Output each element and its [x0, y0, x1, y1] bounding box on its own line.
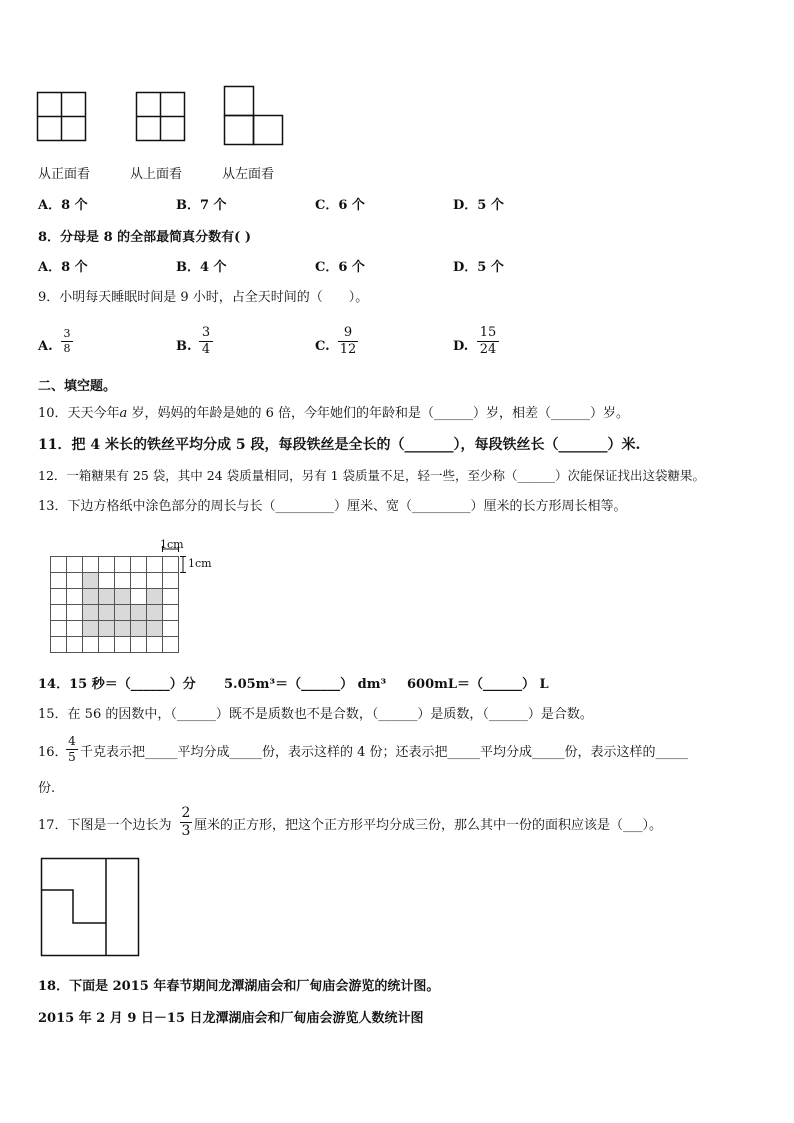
q9-option-a-letter[interactable]: A.	[38, 339, 53, 354]
chart-title: 2015 年 2 月 9 日－15 日龙潭湖庙会和厂甸庙会游览人数统计图	[38, 1011, 424, 1026]
left-view-figure	[224, 86, 284, 146]
q10-text: 10．天天今年a 岁，妈妈的年龄是她的 6 倍，今年她们的年龄和是（______）岁，相差（______）岁。	[38, 406, 629, 421]
q9-option-c-fraction: 9 12	[339, 325, 357, 357]
grid-figure	[50, 535, 220, 655]
q14-part-c: 600mL＝（______） L	[407, 677, 549, 692]
q8-option-d[interactable]: D．5 个	[453, 260, 504, 275]
q9-option-c-letter[interactable]: C.	[315, 339, 330, 354]
q11-text: 11．把 4 米长的铁丝平均分成 5 段，每段铁丝是全长的（_______），每段铁丝长（_______）米.	[38, 437, 641, 453]
q15-text: 15．在 56 的因数中，（______）既不是质数也不是合数，（______）是质数，（______）是合数。	[38, 707, 593, 722]
view-label-front: 从正面看	[38, 167, 91, 182]
q8-option-c[interactable]: C．6 个	[315, 260, 365, 275]
q18-text: 18．下面是 2015 年春节期间龙潭湖庙会和厂甸庙会游览的统计图。	[38, 979, 440, 994]
q16-fraction: 4 5	[66, 735, 78, 764]
q8-option-a[interactable]: A．8 个	[38, 260, 88, 275]
q17-fraction: 2 3	[181, 805, 191, 839]
q12-text: 12．一箱糖果有 25 袋，其中 24 袋质量相同，另有 1 袋质量不足，轻一些，至少称（______）次能保证找出这袋糖果。	[38, 468, 706, 483]
q9-option-b-letter[interactable]: B.	[176, 339, 192, 354]
q9-stem: 9．小明每天睡眠时间是 9 小时，占全天时间的（ ）。	[38, 290, 369, 305]
section-heading: 二、填空题。	[38, 379, 117, 394]
q8-option-b[interactable]: B．4 个	[176, 260, 227, 275]
q7-option-d[interactable]: D．5 个	[453, 198, 504, 213]
grid-top-label: 1cm	[160, 538, 184, 551]
view-label-left: 从左面看	[222, 167, 275, 182]
q16-text-line1: 千克表示把_____平均分成_____份，表示这样的 4 份；还表示把_____平均分成_____份，表示这样的_____	[80, 745, 689, 760]
front-view-figure	[37, 92, 87, 142]
q7-option-b[interactable]: B．7 个	[176, 198, 227, 213]
q9-option-a-fraction: 3 8	[61, 328, 73, 355]
q9-option-b-fraction: 3 4	[199, 326, 213, 357]
q17-text-pre: 17．下图是一个边长为	[38, 818, 172, 833]
q16-number: 16．	[38, 745, 68, 760]
q16-text-line2: 份.	[38, 781, 56, 796]
q14-part-b: 5.05m³＝（______） dm³	[224, 677, 387, 692]
q9-option-d-letter[interactable]: D.	[453, 339, 469, 354]
q14-part-a: 14．15 秒＝（______）分	[38, 677, 196, 692]
view-label-top: 从上面看	[130, 167, 183, 182]
grid-side-label: 1cm	[188, 557, 212, 570]
square-figure	[41, 858, 141, 958]
q13-text: 13．下边方格纸中涂色部分的周长与长（_________）厘米、宽（_________）厘米的长方形周长相等。	[38, 499, 627, 514]
q7-option-c[interactable]: C．6 个	[315, 198, 365, 213]
q17-text-post: 厘米的正方形，把这个正方形平均分成三份，那么其中一份的面积应该是（___）。	[194, 818, 663, 833]
top-view-figure	[136, 92, 186, 142]
q7-option-a[interactable]: A．8 个	[38, 198, 88, 213]
q8-stem: 8．分母是 8 的全部最简真分数有( )	[38, 230, 251, 245]
q9-option-d-fraction: 15 24	[477, 326, 499, 357]
